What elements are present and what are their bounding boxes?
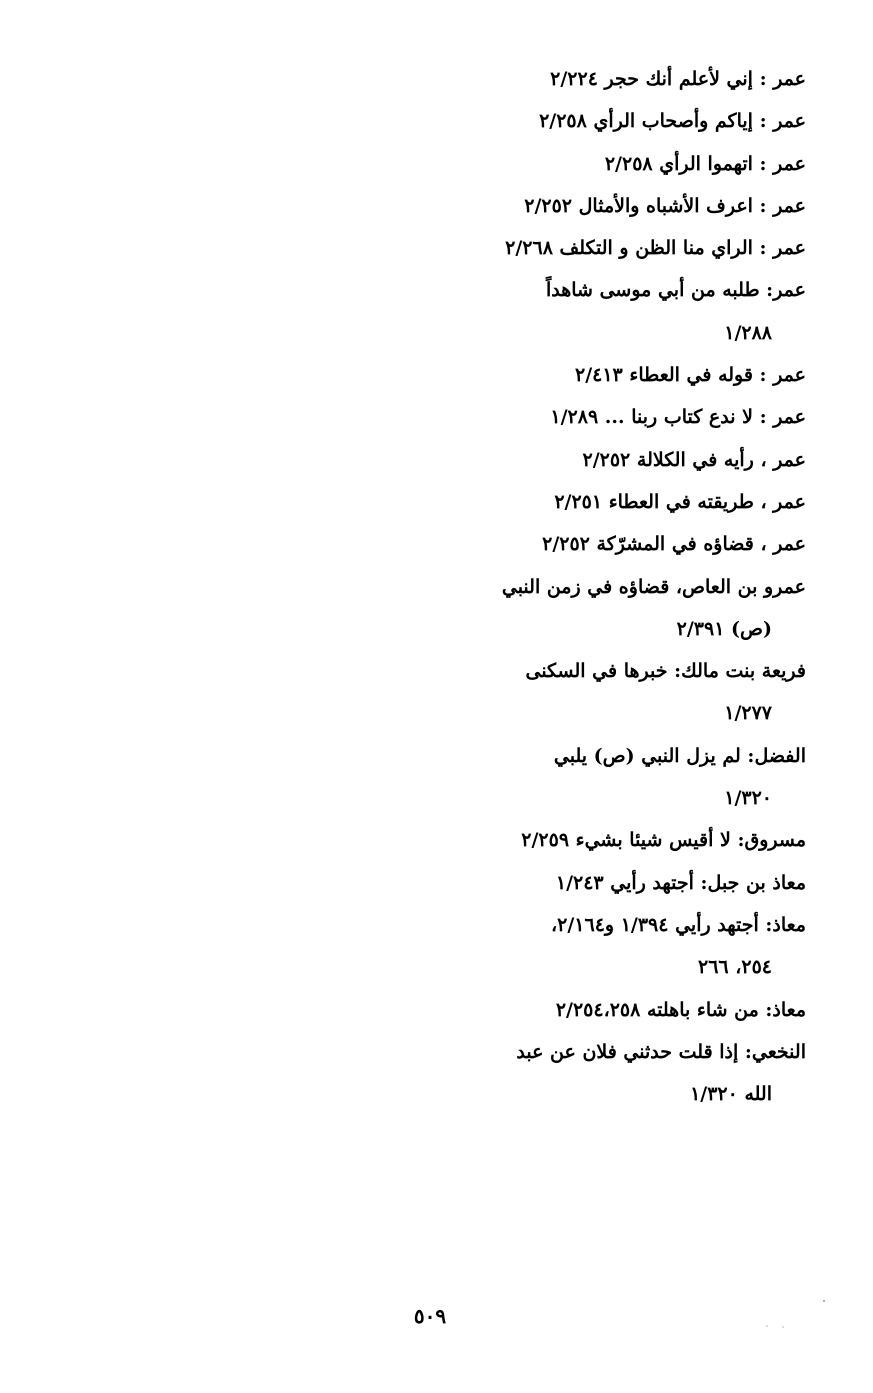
index-entry: عمر : اعرف الأشباه والأمثال ٢/٢٥٢ (524, 194, 806, 217)
index-entry: عمر : إياكم وأصحاب الرأي ٢/٢٥٨ (539, 110, 806, 133)
index-entry: عمر : لا ندع كتاب ربنا ... ١/٢٨٩ (550, 406, 806, 429)
index-entry: معاذ بن جبل: أجتهد رأيي ١/٢٤٣ (555, 871, 806, 894)
index-entry: عمر : قوله في العطاء ٢/٤١٣ (575, 364, 806, 387)
index-entry: عمر: طلبه من أبي موسى شاهداً (546, 279, 806, 302)
index-entry-continuation: ١/٣٢٠ (724, 787, 772, 810)
page-number: ٥٠٩ (413, 1304, 447, 1328)
index-entry: عمر ، قضاؤه في المشرّكة ٢/٢٥٢ (542, 533, 806, 556)
index-entry: عمرو بن العاص، قضاؤه في زمن النبي (501, 575, 806, 598)
index-entry: مسروق: لا أقيس شيئا بشيء ٢/٢٥٩ (521, 829, 806, 852)
index-entry-continuation: (ص) ٢/٣٩١ (676, 617, 772, 640)
index-entry: فريعة بنت مالك: خبرها في السكنى (525, 660, 806, 683)
index-entry: عمر ، رأيه في الكلالة ٢/٢٥٢ (582, 448, 806, 471)
index-list (470, 58, 806, 1115)
index-entry: معاذ: أجتهد رأيي ١/٣٩٤ و٢/١٦٤، (551, 913, 806, 936)
index-entry-continuation: ١/٢٧٧ (724, 702, 772, 725)
index-entry: معاذ: من شاء باهلته ٢/٢٥٤،٢٥٨ (555, 998, 806, 1021)
index-entry: عمر ، طريقته في العطاء ٢/٢٥١ (554, 490, 806, 513)
index-entry: عمر : اتهموا الرأي ٢/٢٥٨ (604, 152, 806, 175)
scan-speck (823, 1300, 825, 1302)
index-entry-continuation: الله ١/٣٢٠ (690, 1083, 772, 1106)
scan-speck (766, 1325, 768, 1327)
index-entry: الفضل: لم يزل النبي (ص) يلبي (553, 744, 806, 767)
index-entry-continuation: ١/٢٨٨ (724, 321, 772, 344)
index-entry: النخعي: إذا قلت حدثني فلان عن عبد (516, 1040, 806, 1063)
scan-speck (782, 1326, 784, 1328)
index-entry: عمر : الراي منا الظن و التكلف ٢/٢٦٨ (505, 237, 806, 260)
index-entry-continuation: ٢٥٤، ٢٦٦ (698, 956, 772, 979)
index-entry: عمر : إني لأعلم أنك حجر ٢/٢٢٤ (550, 68, 806, 90)
